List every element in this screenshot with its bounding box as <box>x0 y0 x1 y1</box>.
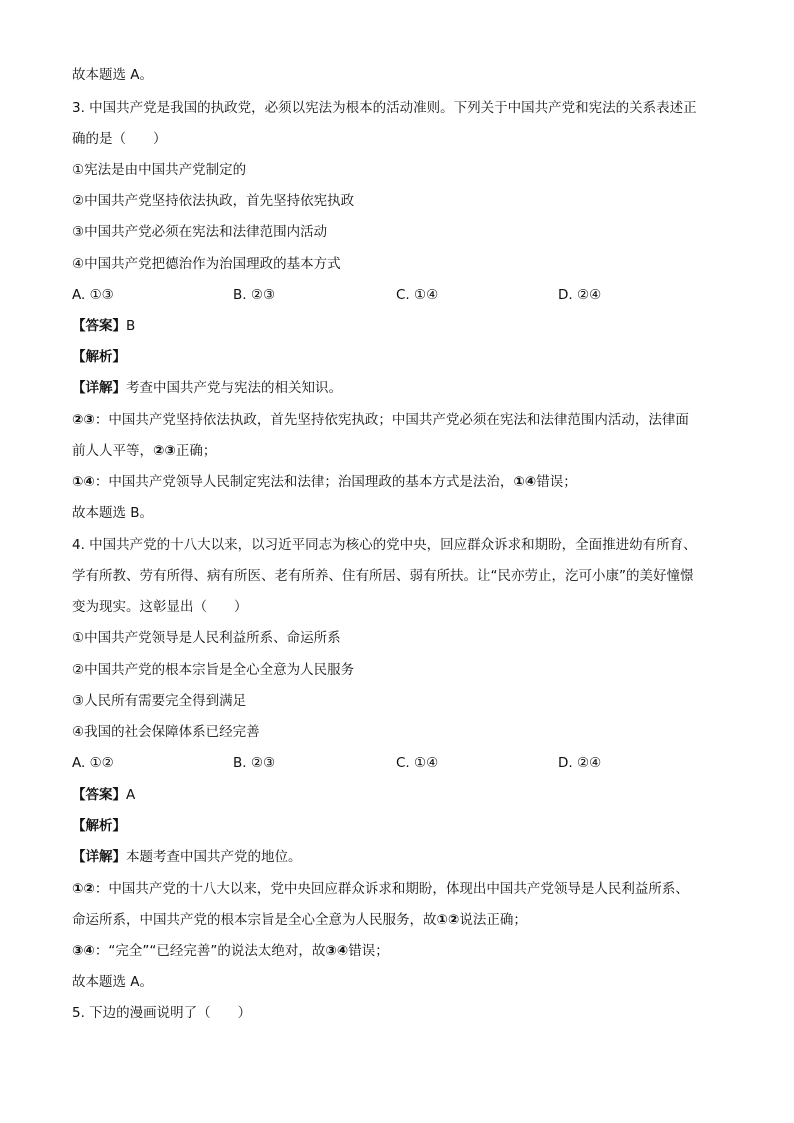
detail-text: 本题考查中国共产党的地位。 <box>126 849 302 865</box>
q4-item-3: ③人民所有需要完全得到满足 <box>72 693 247 709</box>
q3-stem-line1: 3. 中国共产党是我国的执政党，必须以宪法为根本的活动准则。下列关于中国共产党和宪法的关系表述正 <box>72 100 697 116</box>
explain-text: 错误； <box>536 474 577 490</box>
explain-key: ①④ <box>72 474 95 490</box>
q2-conclusion: 故本题选 A。 <box>72 67 154 83</box>
q3-option-b: B. ②③ <box>233 287 276 303</box>
q3-item-3: ③中国共产党必须在宪法和法律范围内活动 <box>72 224 328 240</box>
explain-text: 错误； <box>348 943 389 959</box>
q3-item-4: ④中国共产党把德治作为治国理政的基本方式 <box>72 256 341 272</box>
explain-text: 前人人平等， <box>72 443 153 459</box>
q4-analysis-tag: 【解析】 <box>72 818 126 834</box>
q4-stem-line2: 学有所教、劳有所得、病有所医、老有所养、住有所居、弱有所扶。让“民亦劳止，汔可小康”的美好憧憬 <box>72 568 694 584</box>
q3-detail <box>72 379 342 397</box>
explain-text: 命运所系，中国共产党的根本宗旨是全心全意为人民服务，故 <box>72 912 437 928</box>
q4-item-2: ②中国共产党的根本宗旨是全心全意为人民服务 <box>72 662 355 678</box>
explain-text: 正确； <box>175 443 217 459</box>
q4-stem-line3: 变为现实。这彰显出（ ） <box>72 599 248 615</box>
explain-key: ①④ <box>513 474 537 490</box>
answer-tag: 【答案】 <box>72 787 126 803</box>
q4-answer <box>72 786 135 804</box>
detail-tag: 【详解】 <box>72 380 126 396</box>
q3-item-1: ①宪法是由中国共产党制定的 <box>72 162 247 178</box>
q4-option-b: B. ②③ <box>233 755 276 771</box>
answer-tag: 【答案】 <box>72 318 126 334</box>
q4-explain-2 <box>72 942 389 960</box>
detail-tag: 【详解】 <box>72 849 126 865</box>
q4-item-4: ④我国的社会保障体系已经完善 <box>72 724 260 740</box>
q3-explain-1-line2 <box>72 442 216 460</box>
q4-option-a: A. ①② <box>72 755 114 771</box>
q4-option-d: D. ②④ <box>558 755 602 771</box>
q3-option-d: D. ②④ <box>558 287 602 303</box>
explain-key: ③④ <box>325 943 349 959</box>
explain-key: ②③ <box>72 412 95 428</box>
explain-text: ：“完全”“已经完善”的说法太绝对，故 <box>94 943 326 959</box>
q4-stem-line1: 4. 中国共产党的十八大以来，以习近平同志为核心的党中央，回应群众诉求和期盼，全面推进幼有所育、 <box>72 537 697 553</box>
detail-text: 考查中国共产党与宪法的相关知识。 <box>126 380 342 396</box>
q4-explain-1-line1 <box>72 880 689 898</box>
explain-key: ①② <box>436 912 460 928</box>
q4-conclusion: 故本题选 A。 <box>72 974 154 990</box>
explain-key: ②③ <box>153 443 176 459</box>
explain-text: 说法正确； <box>459 912 527 928</box>
explain-text: ：中国共产党坚持依法执政，首先坚持依宪执政；中国共产党必须在宪法和法律范围内活动，法律面 <box>94 412 689 428</box>
explain-text: ：中国共产党的十八大以来，党中央回应群众诉求和期盼，体现出中国共产党领导是人民利益所系、 <box>94 881 689 897</box>
q3-option-a: A. ①③ <box>72 287 114 303</box>
q3-item-2: ②中国共产党坚持依法执政，首先坚持依宪执政 <box>72 193 355 209</box>
q3-answer <box>72 317 135 335</box>
explain-key: ①② <box>72 881 95 897</box>
q3-option-c: C. ①④ <box>396 287 439 303</box>
q3-stem-line2: 确的是（ ） <box>72 131 167 147</box>
q3-conclusion: 故本题选 B。 <box>72 505 154 521</box>
explain-text: ：中国共产党领导人民制定宪法和法律；治国理政的基本方式是法治， <box>94 474 514 490</box>
q4-option-c: C. ①④ <box>396 755 439 771</box>
explain-key: ③④ <box>72 943 95 959</box>
q4-detail <box>72 848 302 866</box>
q3-analysis-tag: 【解析】 <box>72 349 126 365</box>
q4-explain-1-line2 <box>72 911 527 929</box>
q5-stem: 5. 下边的漫画说明了（ ） <box>72 1005 252 1021</box>
q3-explain-2 <box>72 473 577 491</box>
q4-item-1: ①中国共产党领导是人民利益所系、命运所系 <box>72 630 341 646</box>
answer-value: A <box>126 787 136 803</box>
q3-explain-1-line1 <box>72 411 689 429</box>
answer-value: B <box>126 318 136 334</box>
